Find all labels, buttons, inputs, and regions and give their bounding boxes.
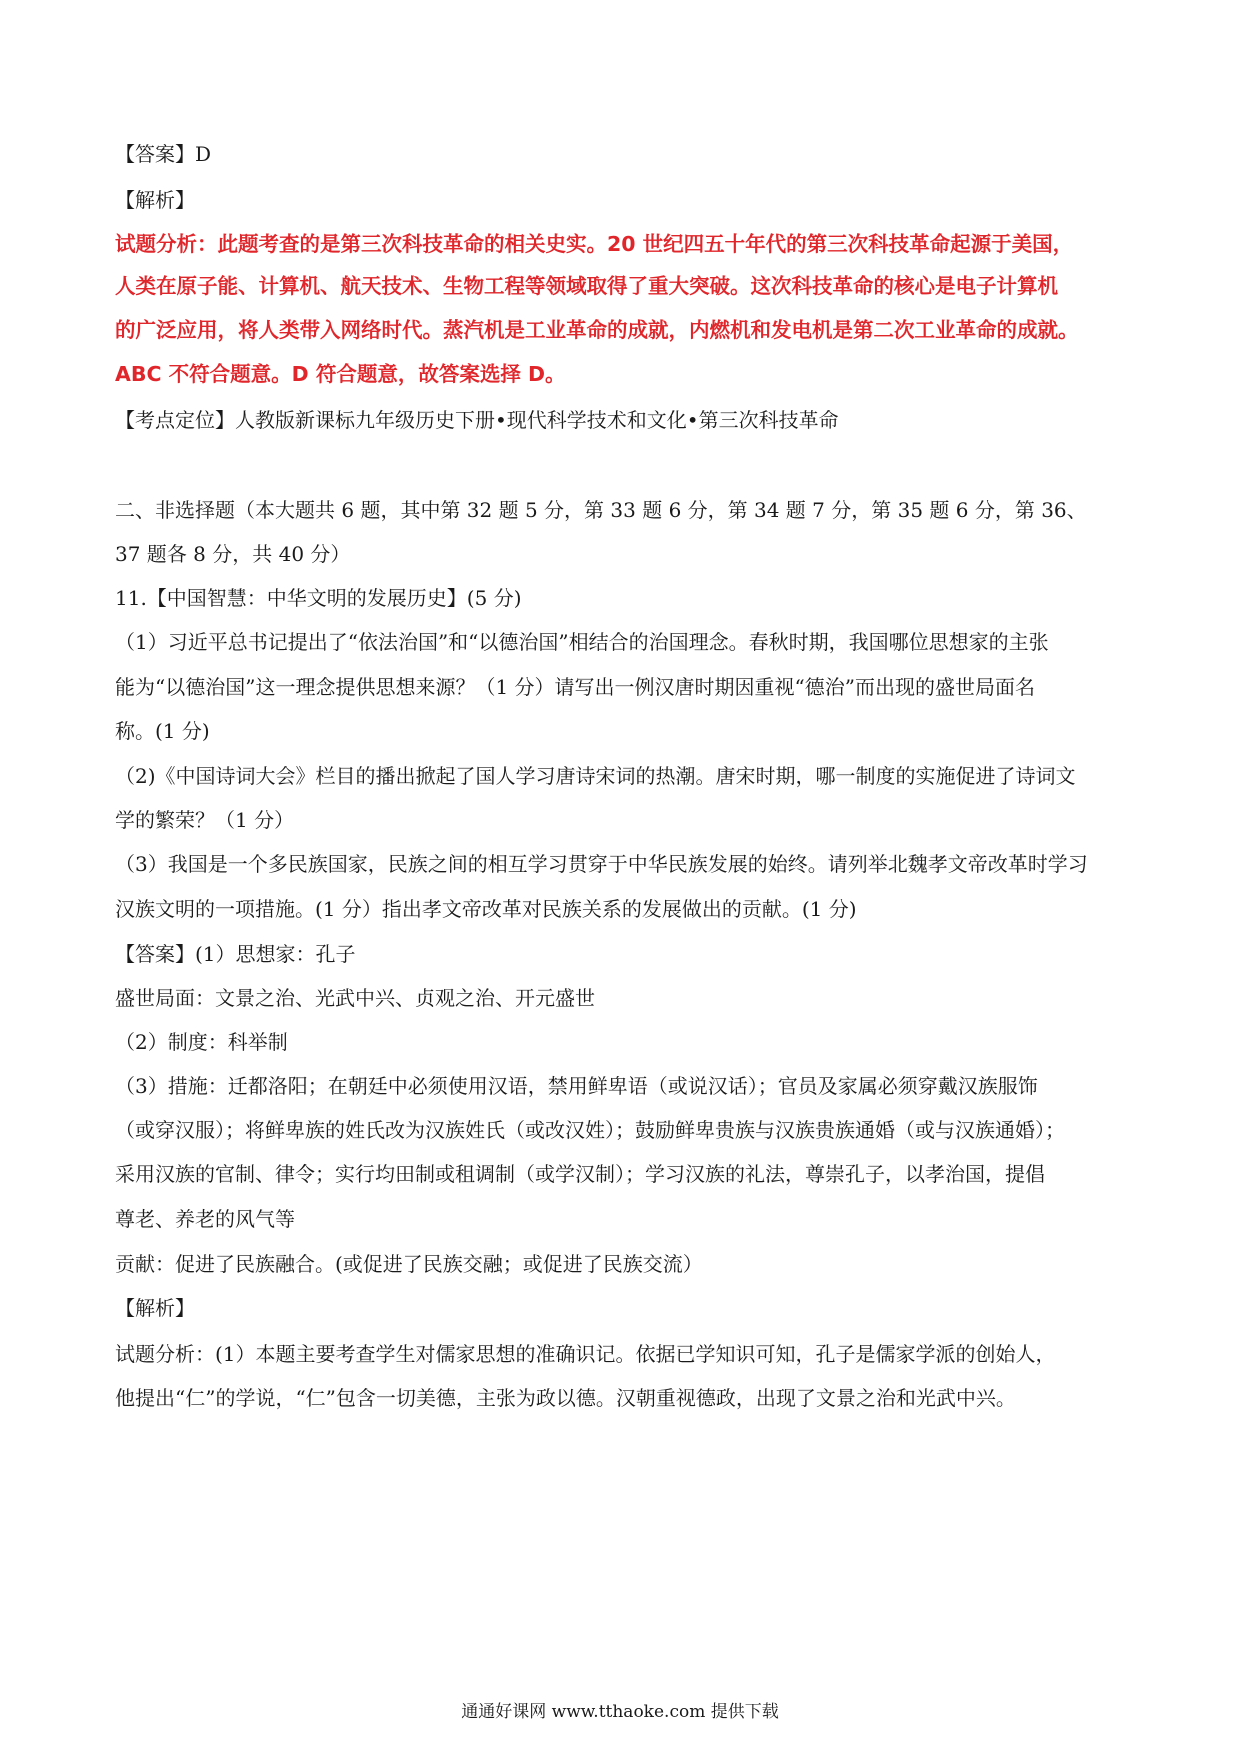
knowledge-point: 【考点定位】人教版新课标九年级历史下册•现代科学技术和文化•第三次科技革命 [115, 408, 839, 432]
analysis-line: 他提出“仁”的学说，“仁”包含一切美德，主张为政以德。汉朝重视德政，出现了文景之治和光武中兴。 [115, 1386, 1016, 1410]
question-line: 能为“以德治国”这一理念提供思想来源？（1 分）请写出一例汉唐时期因重视“德治”而出现的盛世局面名 [115, 675, 1035, 699]
question-line: 称。(1 分) [115, 719, 210, 743]
question-line: （3）我国是一个多民族国家，民族之间的相互学习贯穿于中华民族发展的始终。请列举北魏孝文帝改革时学习 [115, 852, 1088, 876]
answer-line: 尊老、养老的风气等 [115, 1207, 295, 1231]
analysis-label: 【解析】 [115, 1296, 195, 1320]
question-line: 学的繁荣？（1 分） [115, 808, 295, 832]
answer-line: （2）制度：科举制 [115, 1030, 288, 1054]
answer-line: （3）措施：迁都洛阳；在朝廷中必须使用汉语，禁用鲜卑语（或说汉话）；官员及家属必须穿戴汉族服饰 [115, 1074, 1038, 1098]
answer-line: （或穿汉服）；将鲜卑族的姓氏改为汉族姓氏（或改汉姓）；鼓励鲜卑贵族与汉族贵族通婚（或与汉族通婚）； [115, 1118, 1065, 1142]
section-header-line: 37 题各 8 分，共 40 分） [115, 542, 351, 566]
answer-label: 【答案】D [115, 142, 212, 166]
red-analysis-line: 人类在原子能、计算机、航天技术、生物工程等领域取得了重大突破。这次科技革命的核心是电子计算机 [115, 274, 1058, 298]
analysis-line: 试题分析：(1）本题主要考查学生对儒家思想的准确识记。依据已学知识可知，孔子是儒家学派的创始人， [115, 1342, 1056, 1366]
answer-line: 盛世局面：文景之治、光武中兴、贞观之治、开元盛世 [115, 986, 595, 1010]
answer-line: 贡献：促进了民族融合。(或促进了民族交融；或促进了民族交流） [115, 1252, 703, 1276]
analysis-label: 【解析】 [115, 188, 195, 212]
red-analysis-line: ABC 不符合题意。D 符合题意，故答案选择 D。 [115, 362, 566, 386]
answer-line: 采用汉族的官制、律令；实行均田制或租调制（或学汉制）；学习汉族的礼法，尊崇孔子，以孝治国，提倡 [115, 1162, 1045, 1186]
red-analysis-line: 试题分析：此题考查的是第三次科技革命的相关史实。20 世纪四五十年代的第三次科技革命起源于美国， [115, 232, 1074, 256]
question-line: （2)《中国诗词大会》栏目的播出掀起了国人学习唐诗宋词的热潮。唐宋时期，哪一制度的实施促进了诗词文 [115, 764, 1076, 788]
answer-line: 【答案】(1）思想家：孔子 [115, 942, 356, 966]
question-title: 11.【中国智慧：中华文明的发展历史】(5 分) [115, 586, 522, 610]
section-header-line: 二、非选择题（本大题共 6 题，其中第 32 题 5 分，第 33 题 6 分，第 34 题 7 分，第 35 题 6 分，第 36、 [115, 498, 1087, 522]
red-analysis-line: 的广泛应用，将人类带入网络时代。蒸汽机是工业革命的成就，内燃机和发电机是第二次工业革命的成就。 [115, 318, 1079, 342]
question-line: （1）习近平总书记提出了“依法治国”和“以德治国”相结合的治国理念。春秋时期，我国哪位思想家的主张 [115, 630, 1049, 654]
question-line: 汉族文明的一项措施。(1 分）指出孝文帝改革对民族关系的发展做出的贡献。(1 分) [115, 897, 857, 921]
page-footer: 通通好课网 www.tthaoke.com 提供下载 [461, 1702, 779, 1722]
